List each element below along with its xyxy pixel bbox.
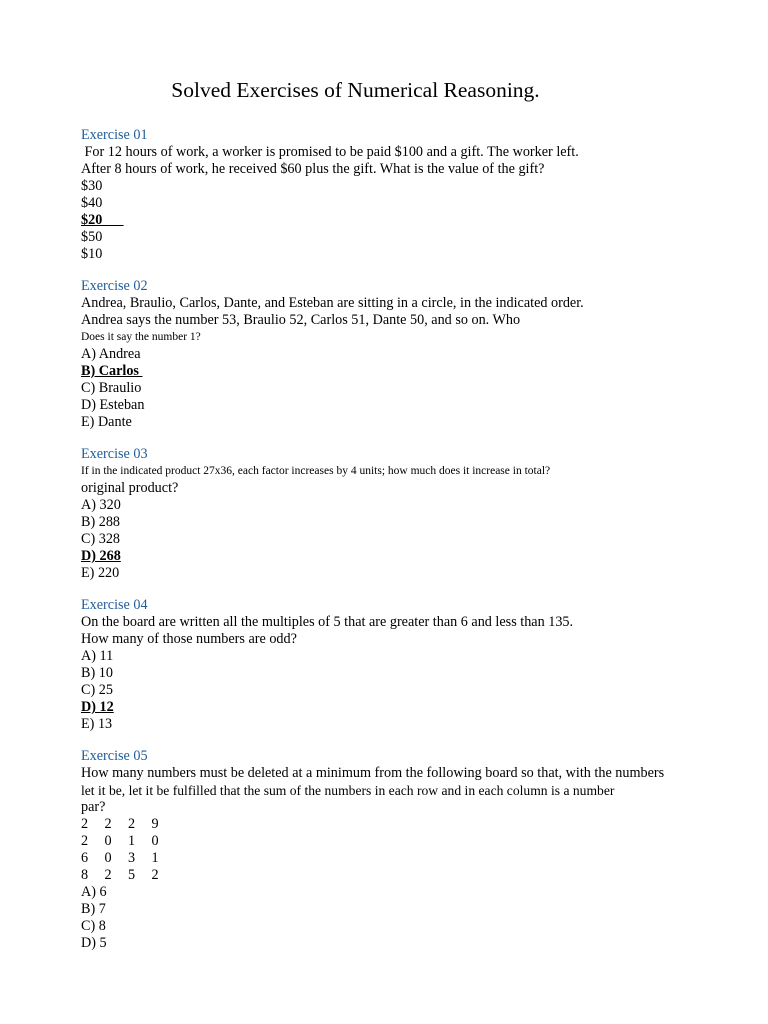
- question-line: Andrea, Braulio, Carlos, Dante, and Esteban are sitting in a circle, in the indicated order.: [81, 295, 584, 311]
- board-row: [81, 867, 721, 884]
- question-line: How many numbers must be deleted at a minimum from the following board so that, with the numbers: [81, 765, 665, 781]
- page-title: Solved Exercises of Numerical Reasoning.: [171, 78, 540, 102]
- option: E) 13: [81, 716, 113, 732]
- option: C) Braulio: [81, 380, 142, 396]
- question-line-small: If in the indicated product 27x36, each factor increases by 4 units; how much does it increase in total?: [81, 465, 551, 477]
- exercise-04: [81, 597, 721, 733]
- board-cell: 2: [104, 816, 112, 832]
- exercise-heading: Exercise 02: [81, 278, 148, 294]
- question-line-small: Does it say the number 1?: [81, 331, 201, 343]
- exercise-heading: Exercise 03: [81, 446, 148, 462]
- board-cell: 2: [81, 816, 89, 832]
- exercise-05: [81, 748, 721, 952]
- option: $10: [81, 246, 103, 262]
- option: E) Dante: [81, 414, 132, 430]
- board-cell: 9: [151, 816, 159, 832]
- board-cell: 2: [151, 867, 159, 883]
- board-row: [81, 833, 721, 850]
- option: D) 5: [81, 935, 107, 951]
- option: D) Esteban: [81, 397, 145, 413]
- exercise-03: [81, 446, 721, 582]
- board-cell: 1: [151, 850, 159, 866]
- exercise-heading: Exercise 04: [81, 597, 148, 613]
- board-row: [81, 850, 721, 867]
- option: A) Andrea: [81, 346, 141, 362]
- option: A) 320: [81, 497, 121, 513]
- correct-option: $20: [81, 212, 124, 228]
- question-line: How many of those numbers are odd?: [81, 631, 297, 647]
- board-cell: 0: [104, 833, 112, 849]
- correct-option: D) 268: [81, 548, 121, 564]
- option: A) 11: [81, 648, 114, 664]
- option: C) 8: [81, 918, 106, 934]
- question-line: Andrea says the number 53, Braulio 52, Carlos 51, Dante 50, and so on. Who: [81, 312, 521, 328]
- option: C) 328: [81, 531, 121, 547]
- question-line: let it be, let it be fulfilled that the sum of the numbers in each row and in each column is a number: [81, 783, 615, 798]
- board-cell: 2: [81, 833, 89, 849]
- board-cell: 5: [128, 867, 136, 883]
- exercise-02: [81, 278, 721, 431]
- option: $30: [81, 178, 103, 194]
- question-line: original product?: [81, 480, 179, 496]
- option: C) 25: [81, 682, 113, 698]
- board-cell: 0: [104, 850, 112, 866]
- board-cell: 2: [128, 816, 136, 832]
- exercise-heading: Exercise 05: [81, 748, 148, 764]
- option: B) 10: [81, 665, 113, 681]
- board-cell: 2: [104, 867, 112, 883]
- option: B) 288: [81, 514, 121, 530]
- board-cell: 1: [128, 833, 136, 849]
- correct-option: D) 12: [81, 699, 114, 715]
- question-line: After 8 hours of work, he received $60 plus the gift. What is the value of the gift?: [81, 161, 545, 177]
- option: A) 6: [81, 884, 107, 900]
- exercise-01: [81, 127, 721, 263]
- board-cell: 3: [128, 850, 136, 866]
- correct-option: B) Carlos: [81, 363, 143, 379]
- board-cell: 8: [81, 867, 89, 883]
- option: $40: [81, 195, 103, 211]
- option: B) 7: [81, 901, 106, 917]
- question-line: par?: [81, 799, 106, 815]
- board-cell: 6: [81, 850, 89, 866]
- option: E) 220: [81, 565, 120, 581]
- question-line: For 12 hours of work, a worker is promised to be paid $100 and a gift. The worker left.: [81, 144, 579, 160]
- exercise-heading: Exercise 01: [81, 127, 148, 143]
- option: $50: [81, 229, 103, 245]
- board-row: [81, 816, 721, 833]
- board-cell: 0: [151, 833, 159, 849]
- question-line: On the board are written all the multiples of 5 that are greater than 6 and less than 135.: [81, 614, 574, 630]
